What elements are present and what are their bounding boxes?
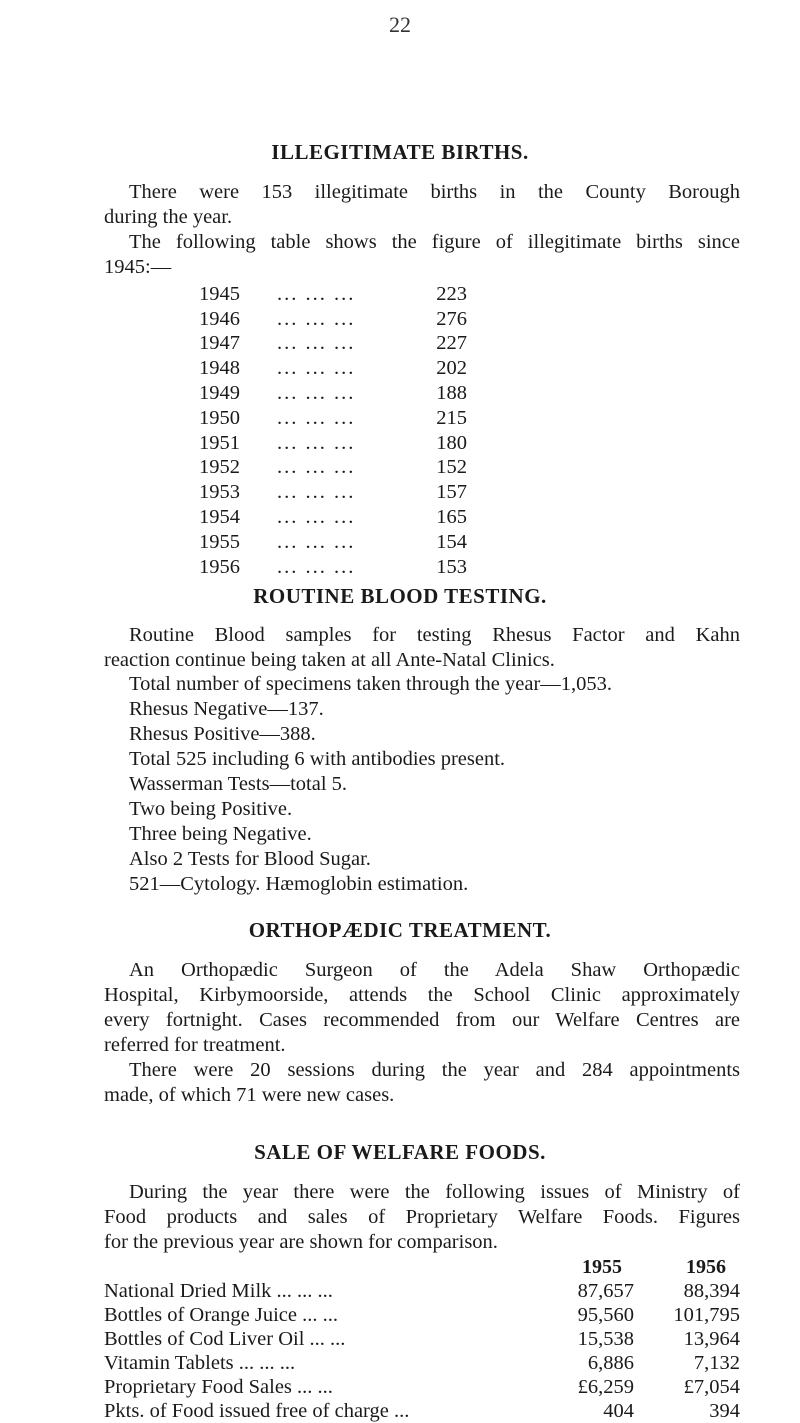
value-1955: 404 (603, 1399, 634, 1422)
count-cell: 223 (436, 282, 467, 305)
illegitimate-births-heading: ILLEGITIMATE BIRTHS. (271, 140, 529, 164)
table-row (199, 307, 467, 332)
ortho-para1-line: An Orthopædic Surgeon of the Adela Shaw Orthopædic (129, 959, 740, 981)
page-number: 22 (389, 12, 411, 37)
foods-para-line: Food products and sales of Proprietary Welfare Foods. Figures (104, 1206, 740, 1228)
value-1956: 88,394 (683, 1279, 740, 1302)
ortho-para1-line: every fortnight. Cases recommended from our Welfare Centres are (104, 1009, 740, 1031)
blood-line: 521—Cytology. Hæmoglobin estimation. (129, 873, 469, 895)
table-row (199, 530, 467, 555)
ortho-para2-line: There were 20 sessions during the year and 284 appointments (129, 1059, 740, 1081)
ortho-para1-line: Hospital, Kirbymoorside, attends the School Clinic approximately (104, 984, 740, 1006)
count-cell: 215 (436, 406, 467, 429)
blood-line: Wasserman Tests—total 5. (129, 773, 348, 795)
blood-line: Total number of specimens taken through the year—1,053. (129, 673, 613, 695)
year-cell: 1951 (199, 431, 240, 454)
welfare-foods-heading: SALE OF WELFARE FOODS. (254, 1140, 546, 1164)
year-cell: 1950 (199, 406, 240, 429)
blood-line: Rhesus Negative—137. (129, 698, 324, 720)
illegitimate-para1-line1: There were 153 illegitimate births in the County Borough (129, 181, 740, 203)
count-cell: 152 (436, 456, 467, 479)
leader-dots: ... ... ... (277, 406, 356, 429)
blood-line: Rhesus Positive—388. (129, 723, 316, 745)
blood-line: Also 2 Tests for Blood Sugar. (129, 848, 371, 870)
table-row (199, 480, 467, 505)
orthopaedic-heading: ORTHOPÆDIC TREATMENT. (248, 918, 552, 942)
table-row (199, 356, 467, 381)
blood-testing-heading: ROUTINE BLOOD TESTING. (253, 584, 547, 608)
count-cell: 276 (436, 307, 467, 330)
year-cell: 1946 (199, 307, 240, 330)
count-cell: 227 (436, 332, 467, 355)
item-label: Proprietary Food Sales ... ... (104, 1375, 333, 1398)
table-row (199, 456, 467, 481)
count-cell: 154 (436, 530, 467, 553)
year-cell: 1947 (199, 332, 240, 355)
item-label: National Dried Milk ... ... ... (104, 1279, 333, 1302)
value-1956: 101,795 (673, 1303, 740, 1326)
table-row (199, 406, 467, 431)
value-1956: £7,054 (683, 1375, 740, 1398)
leader-dots: ... ... ... (277, 307, 356, 330)
leader-dots: ... ... ... (277, 282, 356, 305)
column-header-1956: 1956 (686, 1256, 726, 1278)
table-row (199, 332, 467, 357)
foods-para-line: for the previous year are shown for comparison. (104, 1231, 498, 1253)
count-cell: 153 (436, 555, 467, 578)
leader-dots: ... ... ... (277, 357, 356, 380)
foods-column-headers (0, 1256, 800, 1280)
year-cell: 1953 (199, 481, 240, 504)
year-cell: 1945 (199, 282, 240, 305)
count-cell: 188 (436, 382, 467, 405)
blood-line: Three being Negative. (129, 823, 312, 845)
table-row (199, 555, 467, 580)
value-1956: 7,132 (693, 1351, 740, 1374)
count-cell: 157 (436, 481, 467, 504)
table-row (104, 1375, 740, 1399)
year-cell: 1949 (199, 382, 240, 405)
value-1956: 394 (709, 1399, 740, 1422)
ortho-para1-line: referred for treatment. (104, 1034, 286, 1056)
year-cell: 1952 (199, 456, 240, 479)
illegitimate-para2-line1: The following table shows the figure of illegitimate births since (129, 231, 740, 253)
blood-line: Two being Positive. (129, 798, 293, 820)
item-label: Bottles of Cod Liver Oil ... ... (104, 1327, 346, 1350)
year-cell: 1948 (199, 357, 240, 380)
leader-dots: ... ... ... (277, 431, 356, 454)
year-cell: 1954 (199, 506, 240, 529)
table-row (199, 282, 467, 307)
illegitimate-births-table (199, 282, 467, 580)
value-1955: 15,538 (577, 1327, 634, 1350)
value-1956: 13,964 (683, 1327, 740, 1350)
blood-para-line2: reaction continue being taken at all Ante-Natal Clinics. (104, 649, 555, 671)
item-label: Pkts. of Food issued free of charge ... (104, 1399, 410, 1422)
table-row (199, 431, 467, 456)
table-row (104, 1303, 740, 1327)
value-1955: 95,560 (577, 1303, 634, 1326)
blood-para-line1: Routine Blood samples for testing Rhesus Factor and Kahn (129, 624, 740, 646)
column-header-1955: 1955 (582, 1256, 622, 1278)
table-row (199, 381, 467, 406)
table-row (104, 1351, 740, 1375)
year-cell: 1955 (199, 530, 240, 553)
value-1955: 87,657 (577, 1279, 634, 1302)
illegitimate-para1-line2: during the year. (104, 206, 233, 228)
table-row (104, 1327, 740, 1351)
item-label: Bottles of Orange Juice ... ... (104, 1303, 338, 1326)
table-row (104, 1399, 740, 1423)
leader-dots: ... ... ... (277, 332, 356, 355)
leader-dots: ... ... ... (277, 456, 356, 479)
table-row (104, 1279, 740, 1303)
count-cell: 202 (436, 357, 467, 380)
leader-dots: ... ... ... (277, 506, 356, 529)
year-cell: 1956 (199, 555, 240, 578)
leader-dots: ... ... ... (277, 481, 356, 504)
ortho-para2-line: made, of which 71 were new cases. (104, 1084, 395, 1106)
item-label: Vitamin Tablets ... ... ... (104, 1351, 296, 1374)
leader-dots: ... ... ... (277, 382, 356, 405)
welfare-foods-table (104, 1279, 740, 1423)
value-1955: £6,259 (577, 1375, 634, 1398)
illegitimate-para2-line2: 1945:— (104, 256, 172, 278)
value-1955: 6,886 (587, 1351, 634, 1374)
table-row (199, 505, 467, 530)
blood-line: Total 525 including 6 with antibodies present. (129, 748, 506, 770)
foods-para-line: During the year there were the following issues of Ministry of (129, 1181, 740, 1203)
leader-dots: ... ... ... (277, 530, 356, 553)
count-cell: 165 (436, 506, 467, 529)
leader-dots: ... ... ... (277, 555, 356, 578)
count-cell: 180 (436, 431, 467, 454)
